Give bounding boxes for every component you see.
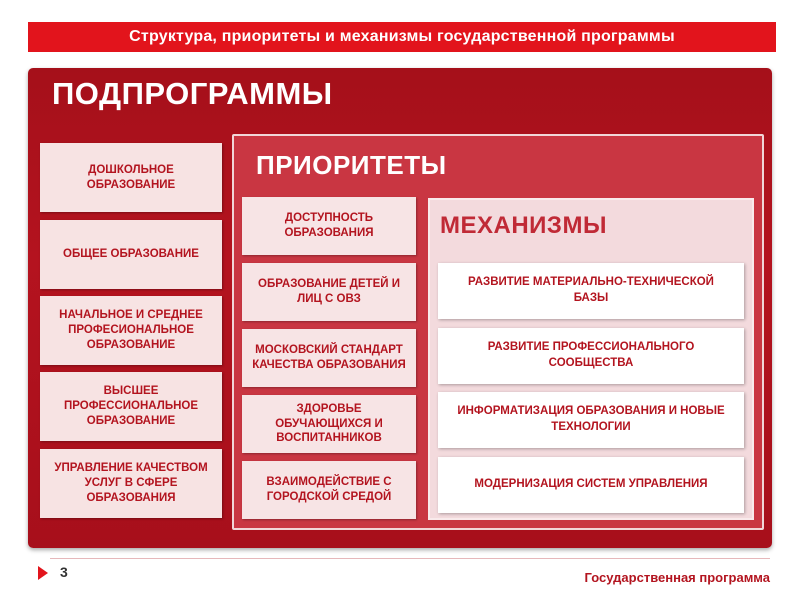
mechanism-item-informatization: ИНФОРМАТИЗАЦИЯ ОБРАЗОВАНИЯ И НОВЫЕ ТЕХНОЛОГИИ [438,392,744,448]
page-number: 3 [60,564,68,580]
mechanism-item-management-modernization: МОДЕРНИЗАЦИЯ СИСТЕМ УПРАВЛЕНИЯ [438,457,744,513]
priority-item-health: ЗДОРОВЬЕ ОБУЧАЮЩИХСЯ И ВОСПИТАННИКОВ [242,395,416,453]
subprogram-item-quality-management: УПРАВЛЕНИЕ КАЧЕСТВОМ УСЛУГ В СФЕРЕ ОБРАЗОВАНИЯ [40,449,222,518]
priority-item-moscow-standard: МОСКОВСКИЙ СТАНДАРТ КАЧЕСТВА ОБРАЗОВАНИЯ [242,329,416,387]
footer-divider [50,558,770,559]
arrow-right-icon [38,566,48,580]
mechanism-item-professional-community: РАЗВИТИЕ ПРОФЕССИОНАЛЬНОГО СООБЩЕСТВА [438,328,744,384]
priorities-heading: ПРИОРИТЕТЫ [256,150,447,180]
footer-label: Государственная программа [584,570,770,585]
mechanisms-heading: МЕХАНИЗМЫ [440,212,607,239]
priority-item-accessibility: ДОСТУПНОСТЬ ОБРАЗОВАНИЯ [242,197,416,255]
subprogram-item-higher: ВЫСШЕЕ ПРОФЕССИОНАЛЬНОЕ ОБРАЗОВАНИЕ [40,372,222,441]
slide-title: Структура, приоритеты и механизмы государственной программы [28,22,776,52]
subprogram-item-general: ОБЩЕЕ ОБРАЗОВАНИЕ [40,220,222,289]
priority-item-city-interaction: ВЗАИМОДЕЙСТВИЕ С ГОРОДСКОЙ СРЕДОЙ [242,461,416,519]
mechanism-item-infrastructure: РАЗВИТИЕ МАТЕРИАЛЬНО-ТЕХНИЧЕСКОЙ БАЗЫ [438,263,744,319]
subprograms-heading: ПОДПРОГРАММЫ [52,76,333,111]
subprogram-item-preschool: ДОШКОЛЬНОЕ ОБРАЗОВАНИЕ [40,143,222,212]
subprogram-item-vocational: НАЧАЛЬНОЕ И СРЕДНЕЕ ПРОФЕСИОНАЛЬНОЕ ОБРАЗОВАНИЕ [40,296,222,365]
priority-item-special-needs: ОБРАЗОВАНИЕ ДЕТЕЙ И ЛИЦ С ОВЗ [242,263,416,321]
